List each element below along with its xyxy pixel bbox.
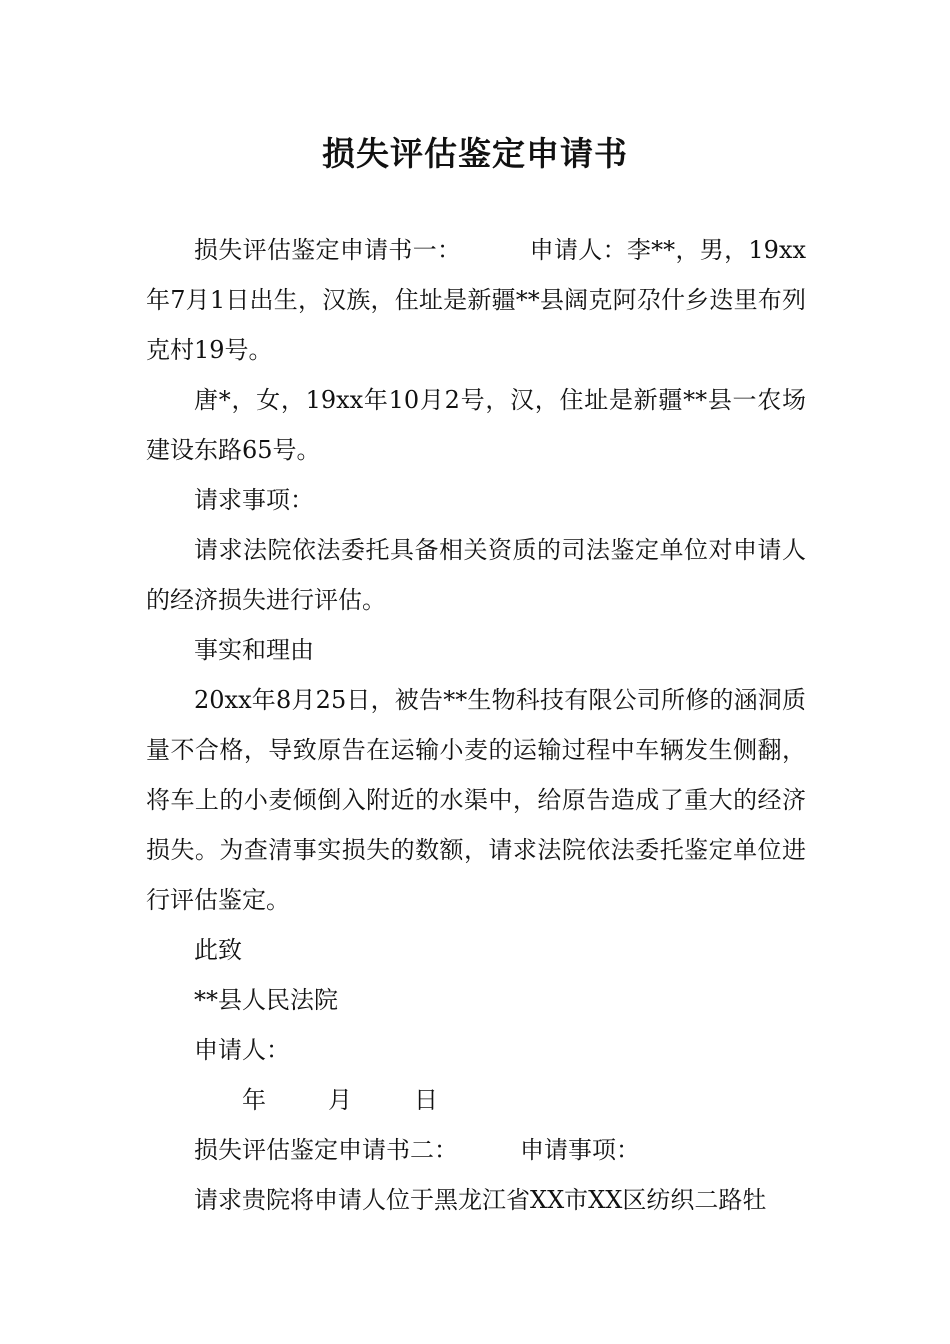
paragraph-applicant-1 <box>146 225 806 375</box>
request-heading-two: 申请事项： <box>520 1136 640 1164</box>
date-line <box>146 1075 806 1125</box>
applicant-info-li: 申请人：李**，男，19xx年7月1日出生，汉族，住址是新疆**县阔克阿尕什乡迭里布列克村19号。 <box>146 236 807 364</box>
salutation: 此致 <box>194 936 242 964</box>
facts-heading: 事实和理由 <box>194 636 314 664</box>
date-year: 年 <box>242 1086 266 1114</box>
facts-content: 20xx年8月25日，被告**生物科技有限公司所修的涵洞质量不合格，导致原告在运输小麦的运输过程中车辆发生侧翻，将车上的小麦倾倒入附近的水渠中，给原告造成了重大的经济损失。为查清事实损失的数额，请求法院依法委托鉴定单位进行评估鉴定。 <box>146 686 806 914</box>
document-body <box>146 225 806 1225</box>
request-heading: 请求事项： <box>194 486 314 514</box>
date-day: 日 <box>414 1086 438 1114</box>
document-title: 损失评估鉴定申请书 <box>322 134 628 173</box>
paragraph-section-two <box>146 1125 806 1175</box>
request-content-two: 请求贵院将申请人位于黑龙江省XX市XX区纺织二路牡 <box>194 1186 767 1214</box>
court-name: **县人民法院 <box>194 986 338 1014</box>
section-heading-one: 损失评估鉴定申请书一： <box>194 236 462 264</box>
date-month: 月 <box>328 1086 352 1114</box>
request-content: 请求法院依法委托具备相关资质的司法鉴定单位对申请人的经济损失进行评估。 <box>146 536 806 614</box>
signature-applicant: 申请人： <box>194 1036 290 1064</box>
paragraph-applicant-2: 唐*，女，19xx年10月2号，汉，住址是新疆**县一农场建设东路65号。 <box>146 386 806 464</box>
section-heading-two: 损失评估鉴定申请书二： <box>194 1136 458 1164</box>
